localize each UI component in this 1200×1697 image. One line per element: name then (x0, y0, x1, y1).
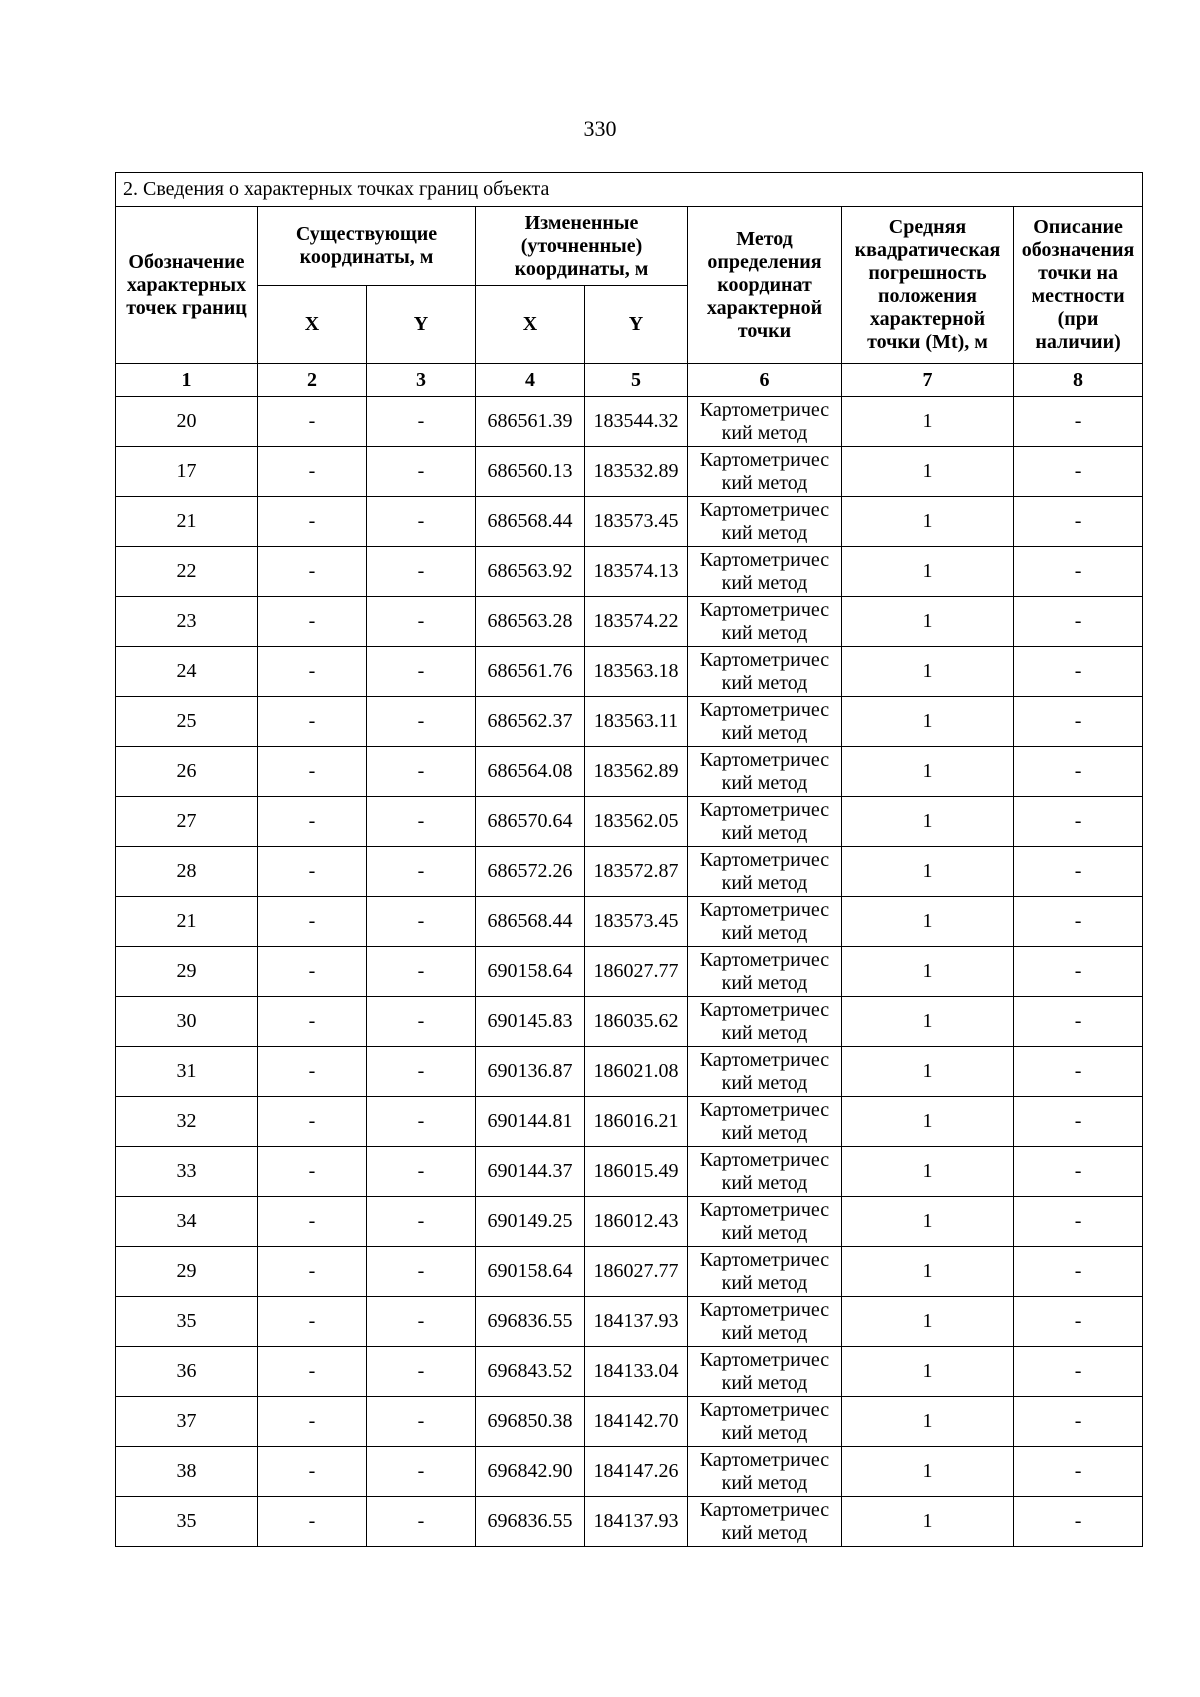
mean-error-cell: 1 (842, 1397, 1014, 1447)
header-description: Описание обозначения точки на местности (при наличии) (1014, 207, 1143, 364)
existing-y-cell: - (367, 1447, 476, 1497)
existing-y-cell: - (367, 447, 476, 497)
existing-x-cell: - (258, 1147, 367, 1197)
method-cell (688, 497, 842, 547)
method-cell (688, 847, 842, 897)
changed-x-cell: 686572.26 (476, 847, 585, 897)
method-cell (688, 1347, 842, 1397)
description-cell: - (1014, 1247, 1143, 1297)
table-row (116, 1447, 1143, 1497)
table-row (116, 1497, 1143, 1547)
table-row (116, 597, 1143, 647)
method-text-line2: кий метод (721, 971, 808, 994)
description-cell: - (1014, 447, 1143, 497)
changed-x-cell: 690144.81 (476, 1097, 585, 1147)
header-point-designation: Обозначение характерных точек границ (116, 207, 258, 364)
method-text-line1: Картометричес (699, 1198, 830, 1221)
header-existing-y: Y (367, 286, 476, 364)
changed-y-cell: 183572.87 (585, 847, 688, 897)
point-cell: 29 (116, 947, 258, 997)
existing-y-cell: - (367, 597, 476, 647)
changed-y-cell: 183562.05 (585, 797, 688, 847)
description-cell: - (1014, 647, 1143, 697)
method-text-line2: кий метод (721, 1071, 808, 1094)
description-cell: - (1014, 1047, 1143, 1097)
changed-y-cell: 186035.62 (585, 997, 688, 1047)
changed-y-cell: 184133.04 (585, 1347, 688, 1397)
table-row (116, 797, 1143, 847)
existing-x-cell: - (258, 947, 367, 997)
changed-x-cell: 686568.44 (476, 497, 585, 547)
changed-y-cell: 183574.13 (585, 547, 688, 597)
description-cell: - (1014, 397, 1143, 447)
mean-error-cell: 1 (842, 1047, 1014, 1097)
table-row (116, 997, 1143, 1047)
existing-x-cell: - (258, 1397, 367, 1447)
mean-error-cell: 1 (842, 897, 1014, 947)
method-cell (688, 1197, 842, 1247)
existing-y-cell: - (367, 1347, 476, 1397)
method-text-line1: Картометричес (699, 848, 830, 871)
existing-x-cell: - (258, 1347, 367, 1397)
mean-error-cell: 1 (842, 1197, 1014, 1247)
method-cell (688, 797, 842, 847)
point-cell: 25 (116, 697, 258, 747)
description-cell: - (1014, 947, 1143, 997)
changed-y-cell: 186015.49 (585, 1147, 688, 1197)
changed-x-cell: 696836.55 (476, 1497, 585, 1547)
existing-y-cell: - (367, 747, 476, 797)
method-text-line1: Картометричес (699, 1498, 830, 1521)
description-cell: - (1014, 1297, 1143, 1347)
method-cell (688, 1047, 842, 1097)
description-cell: - (1014, 847, 1143, 897)
existing-y-cell: - (367, 1397, 476, 1447)
method-text-line1: Картометричес (699, 998, 830, 1021)
mean-error-cell: 1 (842, 747, 1014, 797)
changed-x-cell: 686570.64 (476, 797, 585, 847)
existing-y-cell: - (367, 697, 476, 747)
changed-x-cell: 686560.13 (476, 447, 585, 497)
existing-x-cell: - (258, 547, 367, 597)
table-row (116, 747, 1143, 797)
existing-y-cell: - (367, 547, 476, 597)
method-text-line2: кий метод (721, 1371, 808, 1394)
method-cell (688, 397, 842, 447)
point-cell: 21 (116, 897, 258, 947)
existing-x-cell: - (258, 1047, 367, 1097)
changed-y-cell: 183562.89 (585, 747, 688, 797)
mean-error-cell: 1 (842, 997, 1014, 1047)
point-cell: 27 (116, 797, 258, 847)
method-text-line2: кий метод (721, 1121, 808, 1144)
existing-y-cell: - (367, 1097, 476, 1147)
point-cell: 32 (116, 1097, 258, 1147)
column-number-row (116, 364, 1143, 397)
point-cell: 21 (116, 497, 258, 547)
table-row (116, 897, 1143, 947)
column-number: 2 (258, 364, 367, 397)
table-row (116, 647, 1143, 697)
changed-x-cell: 690149.25 (476, 1197, 585, 1247)
point-cell: 29 (116, 1247, 258, 1297)
point-cell: 24 (116, 647, 258, 697)
header-changed-x: X (476, 286, 585, 364)
mean-error-cell: 1 (842, 947, 1014, 997)
existing-x-cell: - (258, 1497, 367, 1547)
description-cell: - (1014, 997, 1143, 1047)
existing-y-cell: - (367, 1297, 476, 1347)
existing-x-cell: - (258, 1247, 367, 1297)
method-text-line1: Картометричес (699, 948, 830, 971)
method-text-line1: Картометричес (699, 1298, 830, 1321)
header-existing-x: X (258, 286, 367, 364)
column-number: 1 (116, 364, 258, 397)
mean-error-cell: 1 (842, 847, 1014, 897)
changed-x-cell: 696836.55 (476, 1297, 585, 1347)
changed-y-cell: 183532.89 (585, 447, 688, 497)
existing-y-cell: - (367, 647, 476, 697)
mean-error-cell: 1 (842, 1097, 1014, 1147)
description-cell: - (1014, 747, 1143, 797)
existing-x-cell: - (258, 597, 367, 647)
existing-x-cell: - (258, 647, 367, 697)
existing-x-cell: - (258, 447, 367, 497)
description-cell: - (1014, 697, 1143, 747)
method-text-line1: Картометричес (699, 448, 830, 471)
mean-error-cell: 1 (842, 597, 1014, 647)
method-text-line1: Картометричес (699, 548, 830, 571)
table-row (116, 547, 1143, 597)
description-cell: - (1014, 497, 1143, 547)
description-cell: - (1014, 1147, 1143, 1197)
changed-y-cell: 186027.77 (585, 1247, 688, 1297)
table-caption: 2. Сведения о характерных точках границ объекта (116, 173, 1143, 207)
changed-y-cell: 186012.43 (585, 1197, 688, 1247)
existing-x-cell: - (258, 1197, 367, 1247)
existing-y-cell: - (367, 497, 476, 547)
method-text-line1: Картометричес (699, 1098, 830, 1121)
changed-y-cell: 183563.18 (585, 647, 688, 697)
changed-x-cell: 686561.76 (476, 647, 585, 697)
method-cell (688, 597, 842, 647)
point-cell: 23 (116, 597, 258, 647)
existing-y-cell: - (367, 1197, 476, 1247)
mean-error-cell: 1 (842, 1147, 1014, 1197)
method-cell (688, 897, 842, 947)
method-cell (688, 697, 842, 747)
method-text-line2: кий метод (721, 471, 808, 494)
point-cell: 36 (116, 1347, 258, 1397)
method-text-line1: Картометричес (699, 898, 830, 921)
method-text-line2: кий метод (721, 821, 808, 844)
description-cell: - (1014, 1197, 1143, 1247)
mean-error-cell: 1 (842, 1347, 1014, 1397)
method-cell (688, 1497, 842, 1547)
method-text-line2: кий метод (721, 871, 808, 894)
method-cell (688, 1297, 842, 1347)
existing-y-cell: - (367, 1247, 476, 1297)
existing-y-cell: - (367, 397, 476, 447)
point-cell: 20 (116, 397, 258, 447)
changed-y-cell: 183573.45 (585, 897, 688, 947)
method-cell (688, 1447, 842, 1497)
header-mean-error: Средняя квадратическая погрешность положения характерной точки (Mt), м (842, 207, 1014, 364)
description-cell: - (1014, 1447, 1143, 1497)
table-row (116, 1047, 1143, 1097)
description-cell: - (1014, 1347, 1143, 1397)
changed-y-cell: 183544.32 (585, 397, 688, 447)
method-cell (688, 1397, 842, 1447)
method-text-line1: Картометричес (699, 1248, 830, 1271)
point-cell: 37 (116, 1397, 258, 1447)
mean-error-cell: 1 (842, 547, 1014, 597)
method-text-line2: кий метод (721, 1521, 808, 1544)
method-cell (688, 1147, 842, 1197)
point-cell: 31 (116, 1047, 258, 1097)
point-cell: 35 (116, 1497, 258, 1547)
header-existing-coordinates: Существующие координаты, м (258, 207, 476, 286)
changed-y-cell: 183573.45 (585, 497, 688, 547)
method-text-line2: кий метод (721, 1271, 808, 1294)
column-number: 8 (1014, 364, 1143, 397)
mean-error-cell: 1 (842, 497, 1014, 547)
method-cell (688, 747, 842, 797)
point-cell: 33 (116, 1147, 258, 1197)
existing-x-cell: - (258, 897, 367, 947)
column-number: 6 (688, 364, 842, 397)
table-body (116, 397, 1143, 1547)
method-text-line1: Картометричес (699, 1448, 830, 1471)
existing-x-cell: - (258, 497, 367, 547)
changed-y-cell: 186021.08 (585, 1047, 688, 1097)
method-text-line2: кий метод (721, 1021, 808, 1044)
changed-x-cell: 690145.83 (476, 997, 585, 1047)
existing-y-cell: - (367, 947, 476, 997)
method-text-line2: кий метод (721, 1471, 808, 1494)
method-text-line1: Картометричес (699, 1048, 830, 1071)
method-text-line1: Картометричес (699, 748, 830, 771)
table-row (116, 1197, 1143, 1247)
method-text-line1: Картометричес (699, 648, 830, 671)
header-changed-y: Y (585, 286, 688, 364)
mean-error-cell: 1 (842, 1297, 1014, 1347)
changed-x-cell: 690144.37 (476, 1147, 585, 1197)
column-number: 4 (476, 364, 585, 397)
point-cell: 28 (116, 847, 258, 897)
column-number: 5 (585, 364, 688, 397)
changed-y-cell: 186016.21 (585, 1097, 688, 1147)
changed-x-cell: 686563.92 (476, 547, 585, 597)
description-cell: - (1014, 1097, 1143, 1147)
method-cell (688, 447, 842, 497)
changed-x-cell: 686568.44 (476, 897, 585, 947)
existing-x-cell: - (258, 797, 367, 847)
page-number: 330 (583, 116, 617, 141)
method-text-line1: Картометричес (699, 1398, 830, 1421)
changed-y-cell: 186027.77 (585, 947, 688, 997)
method-text-line2: кий метод (721, 571, 808, 594)
header-method: Метод определения координат характерной точки (688, 207, 842, 364)
boundary-points-table (115, 172, 1143, 1547)
changed-x-cell: 686563.28 (476, 597, 585, 647)
existing-y-cell: - (367, 897, 476, 947)
existing-y-cell: - (367, 1497, 476, 1547)
table-row (116, 1397, 1143, 1447)
mean-error-cell: 1 (842, 1247, 1014, 1297)
method-text-line1: Картометричес (699, 798, 830, 821)
point-cell: 30 (116, 997, 258, 1047)
table-row (116, 1247, 1143, 1297)
table-row (116, 1297, 1143, 1347)
mean-error-cell: 1 (842, 447, 1014, 497)
mean-error-cell: 1 (842, 697, 1014, 747)
method-text-line1: Картометричес (699, 1148, 830, 1171)
point-cell: 26 (116, 747, 258, 797)
header-changed-coordinates: Измененные (уточненные) координаты, м (476, 207, 688, 286)
table-row (116, 1147, 1143, 1197)
table-row (116, 1097, 1143, 1147)
changed-x-cell: 696842.90 (476, 1447, 585, 1497)
method-text-line1: Картометричес (699, 698, 830, 721)
method-cell (688, 1247, 842, 1297)
mean-error-cell: 1 (842, 1497, 1014, 1547)
point-cell: 34 (116, 1197, 258, 1247)
description-cell: - (1014, 897, 1143, 947)
method-cell (688, 647, 842, 697)
method-cell (688, 547, 842, 597)
description-cell: - (1014, 1497, 1143, 1547)
point-cell: 38 (116, 1447, 258, 1497)
changed-y-cell: 184137.93 (585, 1497, 688, 1547)
method-text-line2: кий метод (721, 421, 808, 444)
table-row (116, 847, 1143, 897)
method-cell (688, 997, 842, 1047)
existing-x-cell: - (258, 747, 367, 797)
method-text-line2: кий метод (721, 771, 808, 794)
existing-x-cell: - (258, 397, 367, 447)
table-row (116, 697, 1143, 747)
method-text-line2: кий метод (721, 921, 808, 944)
existing-x-cell: - (258, 697, 367, 747)
mean-error-cell: 1 (842, 397, 1014, 447)
changed-x-cell: 686561.39 (476, 397, 585, 447)
column-number: 7 (842, 364, 1014, 397)
changed-x-cell: 690158.64 (476, 947, 585, 997)
existing-y-cell: - (367, 997, 476, 1047)
method-cell (688, 1097, 842, 1147)
method-text-line2: кий метод (721, 671, 808, 694)
point-cell: 22 (116, 547, 258, 597)
point-cell: 35 (116, 1297, 258, 1347)
point-cell: 17 (116, 447, 258, 497)
existing-y-cell: - (367, 1047, 476, 1097)
description-cell: - (1014, 797, 1143, 847)
changed-y-cell: 184137.93 (585, 1297, 688, 1347)
existing-y-cell: - (367, 1147, 476, 1197)
existing-x-cell: - (258, 1447, 367, 1497)
method-text-line2: кий метод (721, 621, 808, 644)
existing-y-cell: - (367, 797, 476, 847)
changed-y-cell: 184142.70 (585, 1397, 688, 1447)
method-cell (688, 947, 842, 997)
description-cell: - (1014, 597, 1143, 647)
method-text-line1: Картометричес (699, 1348, 830, 1371)
method-text-line1: Картометричес (699, 598, 830, 621)
existing-x-cell: - (258, 1097, 367, 1147)
method-text-line2: кий метод (721, 521, 808, 544)
changed-x-cell: 696843.52 (476, 1347, 585, 1397)
mean-error-cell: 1 (842, 1447, 1014, 1497)
changed-y-cell: 184147.26 (585, 1447, 688, 1497)
method-text-line2: кий метод (721, 1221, 808, 1244)
description-cell: - (1014, 1397, 1143, 1447)
table-row (116, 947, 1143, 997)
table-row (116, 447, 1143, 497)
changed-x-cell: 690158.64 (476, 1247, 585, 1297)
method-text-line1: Картометричес (699, 498, 830, 521)
method-text-line2: кий метод (721, 721, 808, 744)
method-text-line2: кий метод (721, 1421, 808, 1444)
table-row (116, 1347, 1143, 1397)
changed-x-cell: 690136.87 (476, 1047, 585, 1097)
changed-y-cell: 183574.22 (585, 597, 688, 647)
changed-x-cell: 686564.08 (476, 747, 585, 797)
existing-y-cell: - (367, 847, 476, 897)
changed-y-cell: 183563.11 (585, 697, 688, 747)
existing-x-cell: - (258, 847, 367, 897)
mean-error-cell: 1 (842, 647, 1014, 697)
table-row (116, 397, 1143, 447)
existing-x-cell: - (258, 1297, 367, 1347)
method-text-line2: кий метод (721, 1321, 808, 1344)
column-number: 3 (367, 364, 476, 397)
table-row (116, 497, 1143, 547)
description-cell: - (1014, 547, 1143, 597)
changed-x-cell: 696850.38 (476, 1397, 585, 1447)
existing-x-cell: - (258, 997, 367, 1047)
method-text-line2: кий метод (721, 1171, 808, 1194)
method-text-line1: Картометричес (699, 398, 830, 421)
changed-x-cell: 686562.37 (476, 697, 585, 747)
mean-error-cell: 1 (842, 797, 1014, 847)
